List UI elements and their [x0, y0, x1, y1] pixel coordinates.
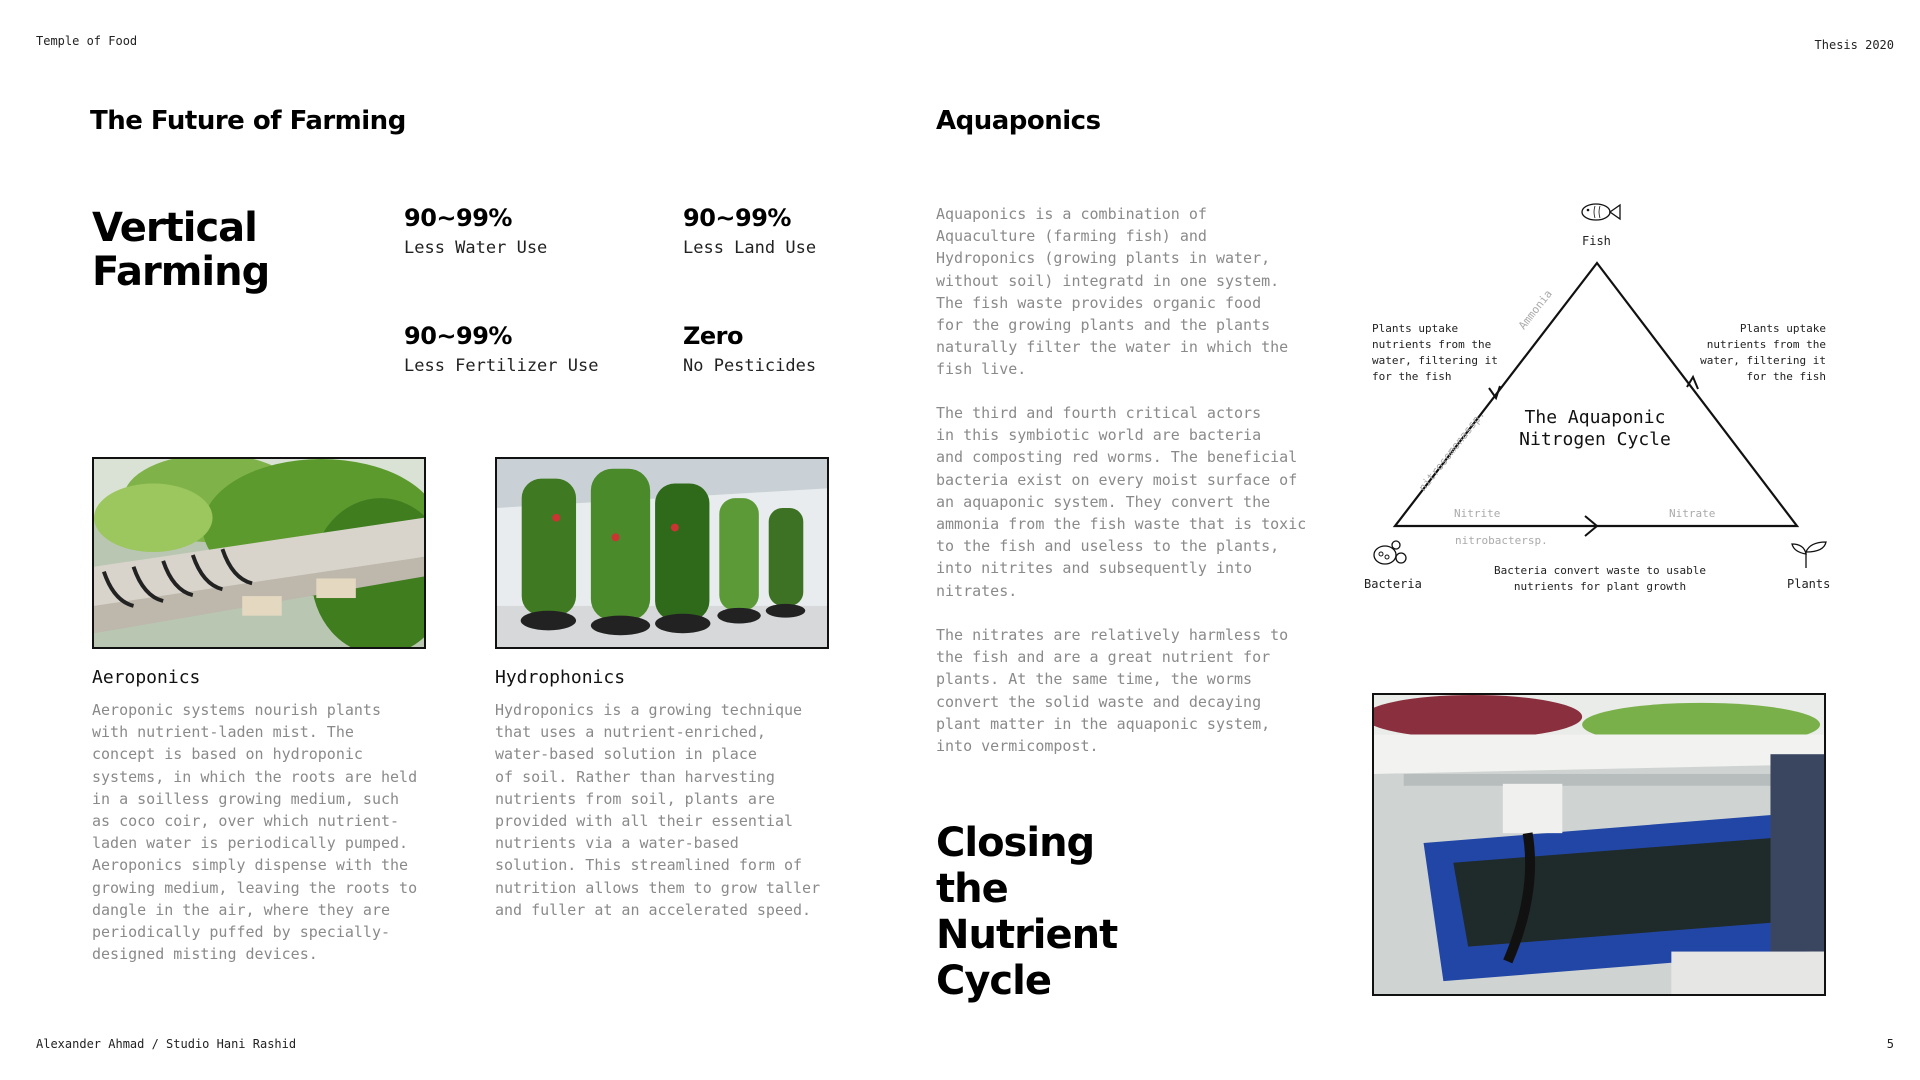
page-number: 5	[1886, 1037, 1894, 1051]
right-note: Plants uptake nutrients from the water, filtering it for the fish	[1700, 322, 1826, 383]
bacteria-label: Bacteria	[1364, 577, 1422, 591]
aeroponics-text: Aeroponic systems nourish plants with nutrient-laden mist. The concept is based on hydroponic systems, in which the roots are held in a soilless growing medium, such as coco coir, over which nutrient- laden water is periodically pumped. Aeroponics simply dispense with the growing medium, leaving the roots to dangle in the air, where they are periodically puffed by specially- designed misting devices.	[92, 701, 418, 964]
stat-value: 90~99%	[683, 204, 791, 232]
vertical-farming-title	[92, 206, 269, 294]
stat-fertilizer	[404, 322, 598, 376]
header-left: Temple of Food	[36, 34, 138, 48]
big-title-line1: Vertical	[92, 205, 257, 251]
closing-nutrient-cycle-title	[936, 820, 1117, 1004]
fish-icon	[1582, 204, 1620, 220]
stat-value: 90~99%	[404, 204, 512, 232]
aquaponics-paragraph-1: Aquaponics is a combination of Aquaculture (farming fish) and Hydroponics (growing plants in water, without soil) integratd in one system. The fish waste provides organic food for the growing plants and the plants naturally filter the water in which the fish live.	[936, 205, 1289, 379]
hydroponics-text: Hydroponics is a growing technique that uses a nutrient-enriched, water-based solution in place of soil. Rather than harvesting nutrients from soil, plants are provided with all their essential nutrients via a water-based solution. This streamlined form of nutrition allows them to grow taller and fuller at an accelerated speed.	[495, 701, 821, 919]
nitrosomonas-label: nitrosomonassp.	[1416, 407, 1488, 495]
aquaponics-paragraph-3: The nitrates are relatively harmless to the fish and are a great nutrient for plants. At the same time, the worms convert the solid waste and decaying plant matter in the aquaponic system, into vermicompost.	[936, 626, 1289, 756]
section-title-future-farming: The Future of Farming	[90, 106, 406, 136]
nitrogen-cycle-diagram	[1360, 190, 1860, 610]
closing-title-line: Cycle	[936, 958, 1051, 1004]
stat-label: Less Land Use	[683, 238, 817, 258]
bottom-note: Bacteria convert waste to usable nutrients for plant growth	[1494, 564, 1706, 593]
hydroponics-photo	[495, 457, 829, 649]
stat-pesticides	[683, 322, 816, 376]
closing-title-line: Closing	[936, 820, 1095, 866]
footer-left: Alexander Ahmad / Studio Hani Rashid	[36, 1037, 297, 1051]
hydroponics-title: Hydrophonics	[495, 667, 626, 688]
stat-label: Less Water Use	[404, 238, 548, 258]
stat-land	[683, 204, 816, 258]
diagram-center-title	[1505, 407, 1685, 451]
aquaponics-tank-photo	[1372, 693, 1826, 996]
bacteria-icon	[1374, 541, 1406, 564]
stat-label: No Pesticides	[683, 356, 817, 376]
nitrobacter-label: nitrobactersp.	[1455, 534, 1548, 547]
header-right: Thesis 2020	[1814, 38, 1894, 52]
nitrite-label: Nitrite	[1454, 507, 1501, 520]
closing-title-line: the	[936, 866, 1008, 912]
left-note: Plants uptake nutrients from the water, filtering it for the fish	[1372, 322, 1498, 383]
aeroponics-title: Aeroponics	[92, 667, 201, 688]
stat-label: Less Fertilizer Use	[404, 356, 599, 376]
aquaponics-paragraph-2: The third and fourth critical actors in this symbiotic world are bacteria and composting red worms. The beneficial bacteria exist on every moist surface of an aquaponic system. They convert the ammonia from the fish waste that is toxic to the fish and useless to the plants, into nitrites and subsequently into nitrates.	[936, 404, 1307, 600]
stat-value: 90~99%	[404, 322, 512, 350]
fish-label: Fish	[1582, 234, 1611, 248]
ammonia-label: Ammonia	[1516, 287, 1555, 333]
plant-icon	[1792, 542, 1826, 568]
arrow-left-edge	[1489, 386, 1500, 398]
aeroponics-photo	[92, 457, 426, 649]
center-title-line: The Aquaponic	[1524, 407, 1666, 428]
plants-label: Plants	[1787, 577, 1831, 591]
stat-value: Zero	[683, 322, 744, 350]
closing-title-line: Nutrient	[936, 912, 1118, 958]
center-title-line: Nitrogen Cycle	[1519, 429, 1671, 450]
nitrate-label: Nitrate	[1669, 507, 1716, 520]
stat-water	[404, 204, 547, 258]
section-title-aquaponics: Aquaponics	[936, 106, 1101, 136]
cycle-triangle	[1395, 263, 1797, 526]
big-title-line2: Farming	[92, 249, 270, 295]
